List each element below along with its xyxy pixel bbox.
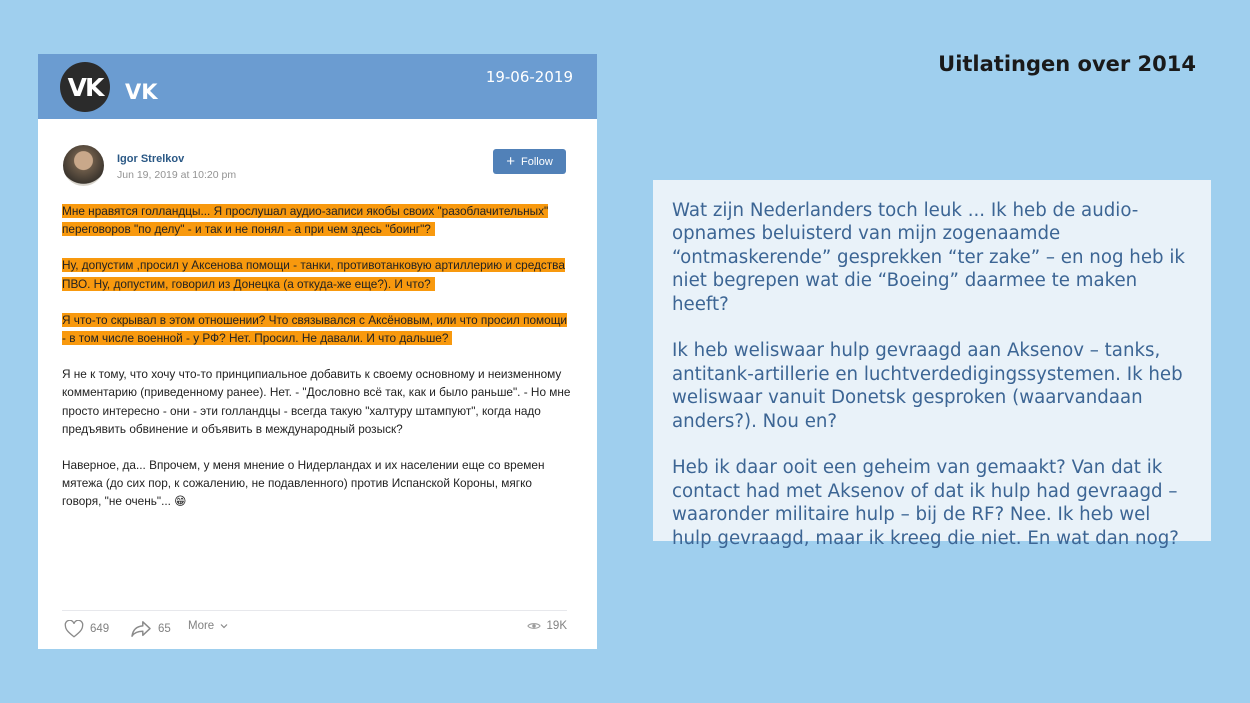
like-button[interactable] [64,620,109,638]
post-actions [64,620,567,642]
chevron-down-icon [220,623,228,629]
translation-paragraph: Wat zijn Nederlanders toch leuk ... Ik heb de audio-opnames beluisterd van mijn zogenaamde “ontmaskerende” gesprekken “ter zake” – en nog heb ik niet begrepen wat die “Boeing” daarmee te maken heeft? [672,200,1185,315]
translation-paragraph: Heb ik daar ooit een geheim van gemaakt? Van dat ik contact had met Aksenov of dat ik hulp had gevraagd – waaronder militaire hulp – bij de RF? Nee. Ik heb wel hulp gevraagd, maar ik kreeg die niet. En wat dan nog? [672,457,1179,549]
highlighted-text: Я что-то скрывал в этом отношении? Что связывался с Аксёновым, или что просил помощи - в том числе военной - у РФ? Нет. Просил. Не давали. И что дальше? [62,312,568,346]
more-label: More [188,620,215,632]
more-button[interactable] [188,620,228,632]
translation-box [653,180,1211,549]
slide-title: Uitlatingen over 2014 [938,52,1196,76]
post-timestamp[interactable]: Jun 19, 2019 at 10:20 pm [117,169,237,181]
author-name[interactable]: Igor Strelkov [117,153,185,165]
divider [62,610,567,611]
eye-icon [527,621,541,631]
vk-post-card [38,54,597,649]
plus-icon: + [506,153,515,170]
follow-label: Follow [520,155,553,168]
translation-paragraph: Ik heb weliswaar hulp gevraagd aan Aksenov – tanks, antitank-artillerie en luchtverdedigingssystemen. Ik heb weliswaar vanuit Donetsk gesproken (waarvandaan anders?). Nou en? [672,340,1183,432]
share-count: 65 [158,623,171,635]
post-date: 19-06-2019 [485,68,573,86]
vk-logo-icon: VK [60,62,110,112]
post-paragraph [62,311,572,347]
highlighted-text: Ну, допустим ,просил у Аксенова помощи - танки, противотанковую артиллерию и средства ПВО. Ну, допустим, говорил из Донецка (а откуда-же еще?). И что? [62,258,565,291]
post-paragraph [62,256,572,292]
views-counter [527,620,567,632]
share-button[interactable] [130,620,171,638]
network-name: VK [125,80,158,104]
share-icon [130,620,152,638]
avatar[interactable] [63,145,104,186]
like-count: 649 [90,623,110,635]
heart-icon [64,620,84,638]
highlighted-text: Мне нравятся голландцы... Я прослушал аудио-записи якобы своих "разоблачительных" переговоров "по делу" - и так и не понял - а при чем здесь "боинг"? [62,204,549,237]
post-paragraph [62,202,572,238]
views-count: 19K [546,620,567,632]
post-text [62,202,572,529]
post-paragraph: Я не к тому, что хочу что-то принципиальное добавить к своему основному и неизменному комментарию (приведенному ранее). Нет. - "Дословно всё так, как и было раньше". - Но мне просто интересно - они - эти голландцы - всегда такую "халтуру штампуют", когда надо предъявить обвинение и объявить в международный розыск? [62,367,571,436]
card-header [38,54,597,119]
follow-button[interactable] [493,149,566,174]
post-paragraph: Наверное, да... Впрочем, у меня мнение о Нидерландах и их населении еще со времен мятежа (до сих пор, к сожалению, не подавленного) против Испанской Короны, мягко говоря, "не очень"... 😁 [62,458,545,509]
